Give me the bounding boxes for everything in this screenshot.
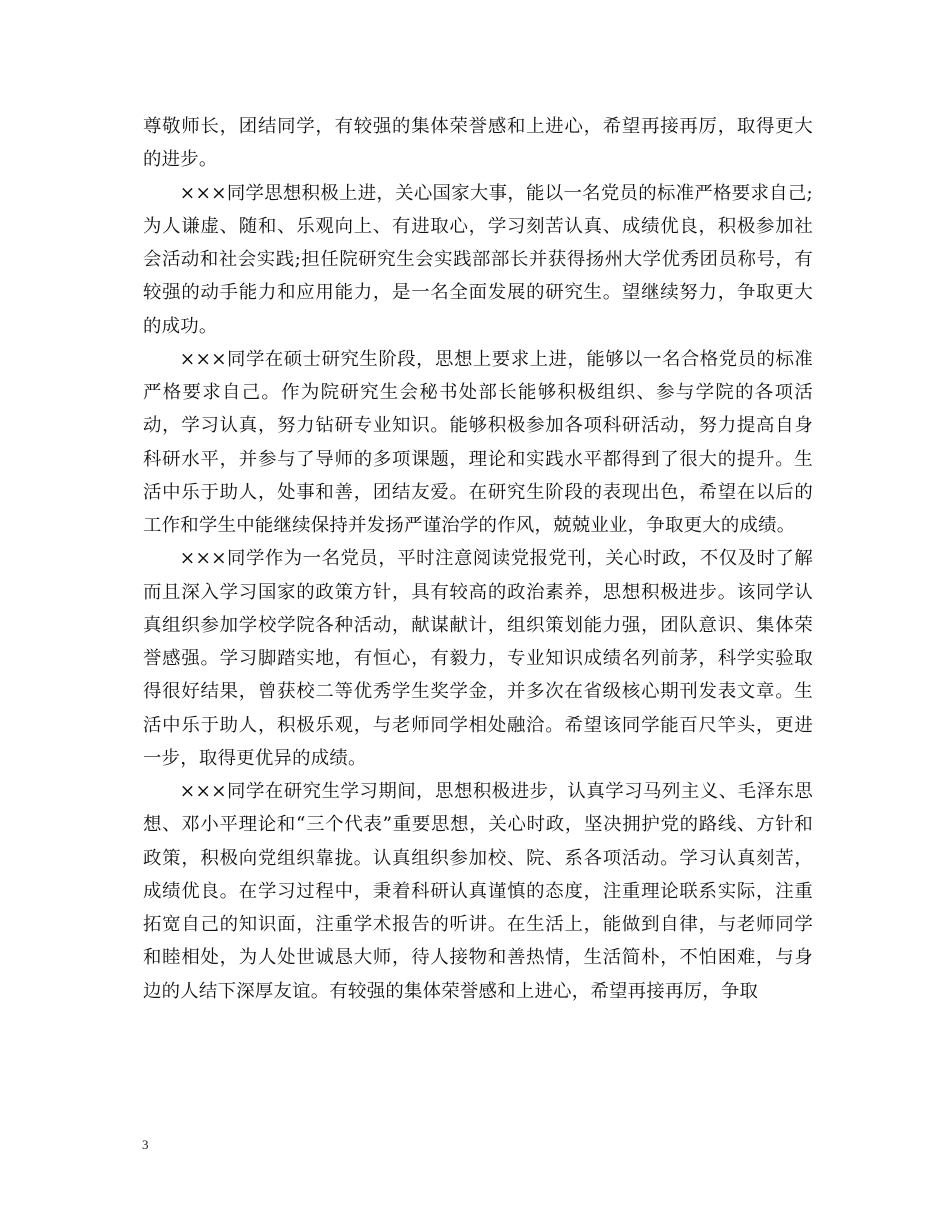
paragraph-evaluation-4: ×××同学在研究生学习期间，思想积极进步，认真学习马列主义、毛泽东思想、邓小平理论和“三个代表”重要思想，关心时政，坚决拥护党的路线、方针和政策，积极向党组织靠拢。认真组织参加校、院、系各项活动。学习认真刻苦，成绩优良。在学习过程中，秉着科研认真谨慎的态度，注重理论联系实际，注重拓宽自己的知识面，注重学术报告的听讲。在生活上，能做到自律，与老师同学和睦相处，为人处世诚恳大师，待人接物和善热情，生活简朴，不怕困难，与身边的人结下深厚友谊。有较强的集体荣誉感和上进心，希望再接再厉，争取 (143, 781, 813, 1002)
paragraph-evaluation-2: ×××同学在硕士研究生阶段，思想上要求上进，能够以一名合格党员的标准严格要求自己。作为院研究生会秘书处部长能够积极组织、参与学院的各项活动，学习认真，努力钻研专业知识。能够积极参加各项科研活动，努力提高自身科研水平，并参与了导师的多项课题，理论和实践水平都得到了很大的提升。生活中乐于助人，处事和善，团结友爱。在研究生阶段的表现出色，希望在以后的工作和学生中能继续保持并发扬严谨治学的作风，兢兢业业，争取更大的成绩。 (143, 348, 813, 536)
page-number: 3 (142, 1137, 149, 1152)
paragraph-continued: 尊敬师长，团结同学，有较强的集体荣誉感和上进心，希望再接再厉，取得更大的进步。 (143, 116, 813, 171)
paragraph-evaluation-3: ×××同学作为一名党员，平时注意阅读党报党刊，关心时政，不仅及时了解而且深入学习国家的政策方针，具有较高的政治素养，思想积极进步。该同学认真组织参加学校学院各种活动，献谋献计，组织策划能力强，团队意识、集体荣誉感强。学习脚踏实地，有恒心，有毅力，专业知识成绩名列前茅，科学实验取得很好结果，曾获校二等优秀学生奖学金，并多次在省级核心期刊发表文章。生活中乐于助人，积极乐观，与老师同学相处融洽。希望该同学能百尺竿头，更进一步，取得更优异的成绩。 (143, 548, 813, 769)
paragraph-evaluation-1: ×××同学思想积极上进，关心国家大事，能以一名党员的标准严格要求自己;为人谦虚、随和、乐观向上、有进取心，学习刻苦认真、成绩优良，积极参加社会活动和社会实践;担任院研究生会实践部部长并获得扬州大学优秀团员称号，有较强的动手能力和应用能力，是一名全面发展的研究生。望继续努力，争取更大的成功。 (143, 182, 813, 337)
document-body (143, 110, 813, 1008)
